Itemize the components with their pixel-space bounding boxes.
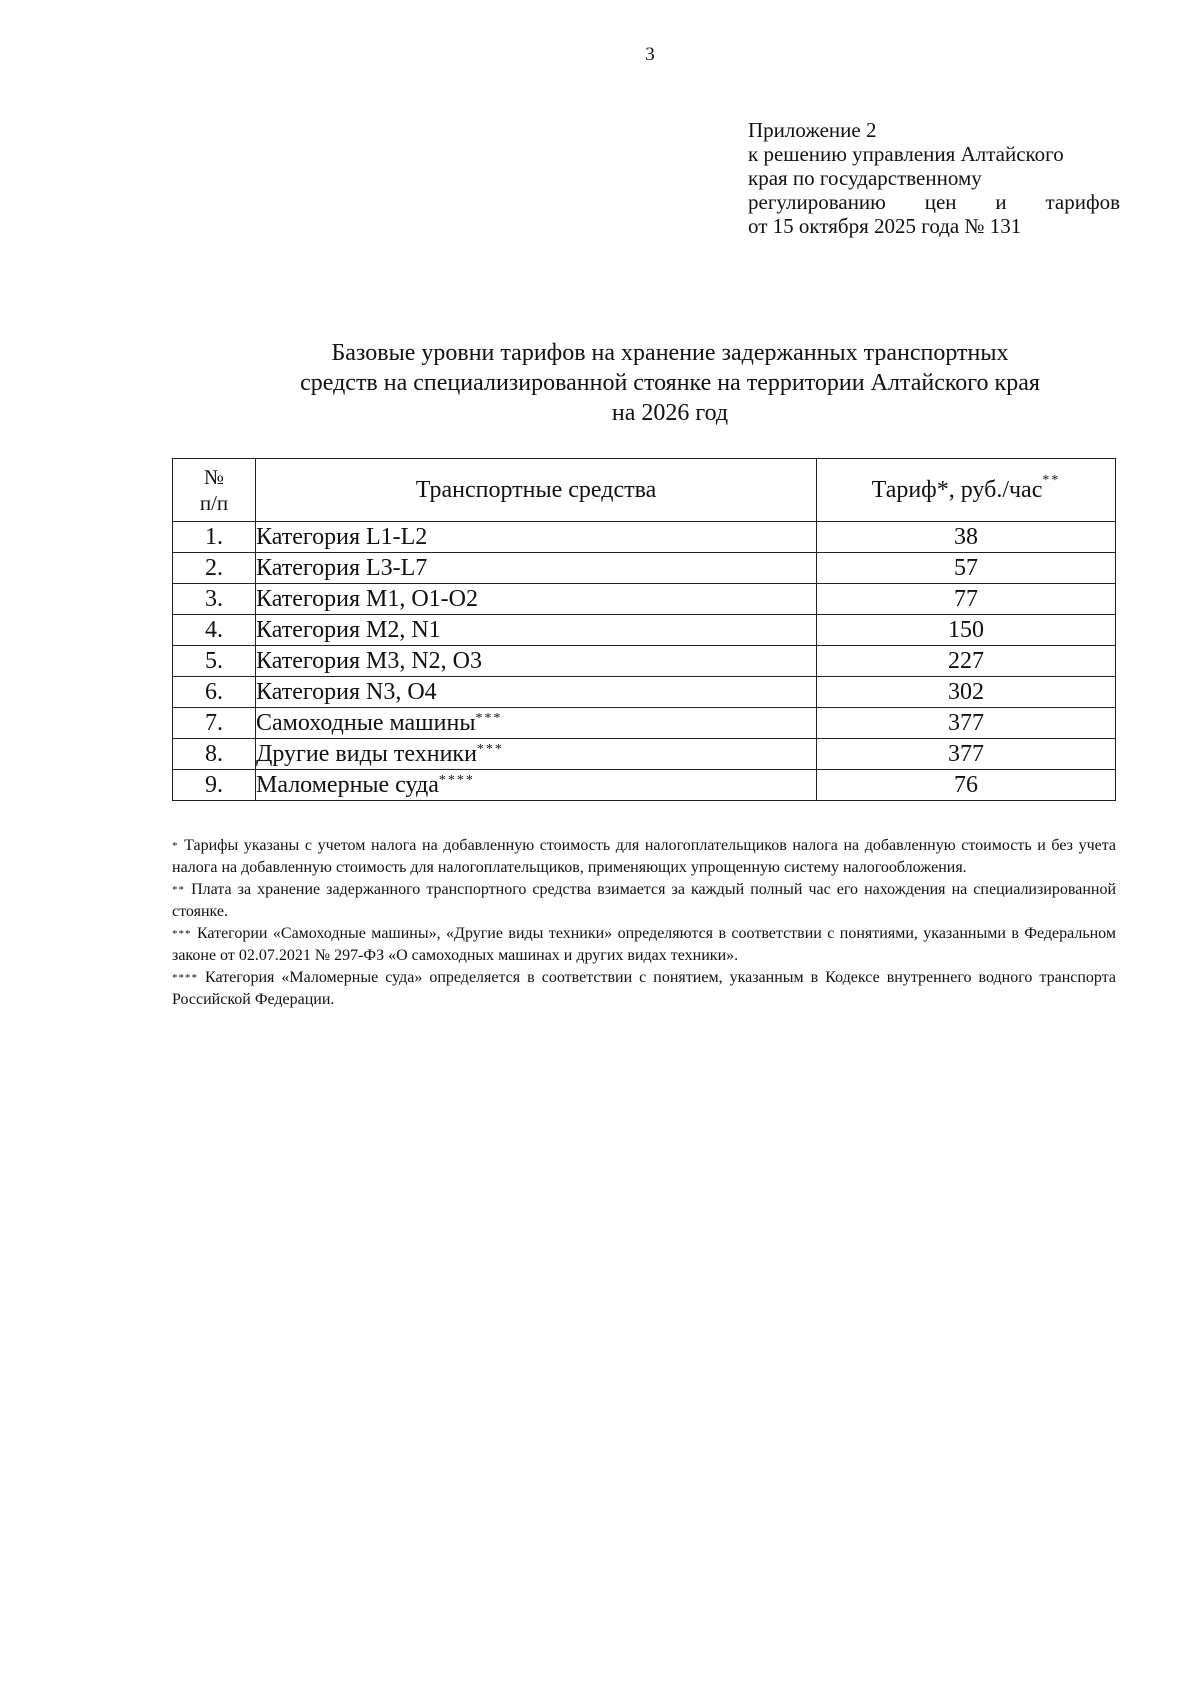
row-footnote-mark: **** — [438, 773, 475, 788]
row-rate: 227 — [817, 646, 1116, 677]
row-vehicle-label: Категория L1-L2 — [256, 524, 428, 550]
document-title — [230, 338, 1110, 428]
row-vehicle — [256, 677, 817, 708]
row-vehicle-label: Самоходные машины — [256, 710, 476, 736]
row-vehicle — [256, 584, 817, 615]
row-footnote-mark: *** — [475, 711, 503, 726]
footnote — [172, 879, 1116, 923]
footnote-mark: ** — [172, 884, 185, 896]
row-number: 2. — [173, 553, 256, 584]
row-rate: 38 — [817, 522, 1116, 553]
row-number: 4. — [173, 615, 256, 646]
row-vehicle — [256, 646, 817, 677]
header-rate-footnote-mark: ** — [1042, 472, 1061, 488]
footnote — [172, 835, 1116, 879]
table-row — [173, 677, 1116, 708]
row-rate: 302 — [817, 677, 1116, 708]
header-number-sign: № — [203, 465, 225, 489]
table-row — [173, 739, 1116, 770]
appendix-regulation-line: регулированию цен и тарифов — [748, 190, 1120, 214]
footnote-text: Тарифы указаны с учетом налога на добавленную стоимость для налогоплательщиков налога на добавленную стоимость и без учета налога на добавленную стоимость для налогоплательщиков, применяющих упрощенную систему налогообложения. — [172, 837, 1117, 876]
header-vehicle: Транспортные средства — [256, 459, 817, 522]
row-vehicle — [256, 553, 817, 584]
table-row — [173, 553, 1116, 584]
footnote — [172, 923, 1116, 967]
appendix-reference — [748, 118, 1120, 238]
tariff-table — [172, 458, 1116, 801]
appendix-decision-line: к решению управления Алтайского — [748, 142, 1064, 166]
row-vehicle — [256, 615, 817, 646]
footnotes — [172, 835, 1116, 1011]
row-rate: 377 — [817, 708, 1116, 739]
row-vehicle-label: Категория L3-L7 — [256, 555, 428, 581]
footnote-text: Категории «Самоходные машины», «Другие виды техники» определяются в соответствии с понятиями, указанными в Федеральном законе от 02.07.2021 № 297-ФЗ «О самоходных машинах и других видах техники». — [172, 925, 1117, 964]
footnote-mark: **** — [172, 972, 198, 984]
row-rate: 57 — [817, 553, 1116, 584]
table-header-row — [173, 459, 1116, 522]
document-title-line-3: на 2026 год — [611, 400, 729, 426]
row-vehicle-label: Категория N3, O4 — [256, 679, 437, 705]
appendix-date-line: от 15 октября 2025 года № 131 — [748, 214, 1022, 238]
table-row — [173, 646, 1116, 677]
document-title-line-1: Базовые уровни тарифов на хранение задержанных транспортных — [331, 340, 1009, 366]
document-title-line-2: средств на специализированной стоянке на территории Алтайского края — [300, 370, 1040, 396]
row-vehicle-label: Категория M3, N2, O3 — [256, 648, 482, 674]
row-number: 3. — [173, 584, 256, 615]
table-row — [173, 770, 1116, 801]
footnote-mark: * — [172, 840, 179, 852]
appendix-label: Приложение 2 — [748, 118, 877, 142]
row-rate: 77 — [817, 584, 1116, 615]
appendix-authority-line: края по государственному — [748, 166, 982, 190]
footnote-mark: *** — [172, 928, 192, 940]
footnote — [172, 967, 1116, 1011]
row-number: 7. — [173, 708, 256, 739]
header-rate-label: Тариф*, руб./час — [871, 476, 1043, 503]
header-rate — [817, 459, 1116, 522]
table-row — [173, 522, 1116, 553]
row-vehicle-label: Другие виды техники — [256, 741, 477, 767]
row-number: 6. — [173, 677, 256, 708]
row-number: 1. — [173, 522, 256, 553]
header-number-abbr: п/п — [199, 491, 229, 515]
row-rate: 377 — [817, 739, 1116, 770]
footnote-text: Плата за хранение задержанного транспортного средства взимается за каждый полный час его нахождения на специализированной стоянке. — [172, 881, 1117, 920]
row-rate: 150 — [817, 615, 1116, 646]
table-row — [173, 615, 1116, 646]
row-footnote-mark: *** — [476, 742, 504, 757]
table-row — [173, 708, 1116, 739]
row-vehicle-label: Категория M1, O1-O2 — [256, 586, 478, 612]
page-number: 3 — [645, 44, 655, 65]
row-vehicle-label: Маломерные суда — [256, 772, 439, 798]
row-vehicle — [256, 708, 817, 739]
row-number: 9. — [173, 770, 256, 801]
row-number: 5. — [173, 646, 256, 677]
row-vehicle — [256, 522, 817, 553]
table-row — [173, 584, 1116, 615]
row-vehicle — [256, 770, 817, 801]
header-number — [173, 459, 256, 522]
row-number: 8. — [173, 739, 256, 770]
row-rate: 76 — [817, 770, 1116, 801]
row-vehicle-label: Категория M2, N1 — [256, 617, 441, 643]
row-vehicle — [256, 739, 817, 770]
footnote-text: Категория «Маломерные суда» определяется в соответствии с понятием, указанным в Кодексе внутреннего водного транспорта Российской Федерации. — [172, 969, 1117, 1008]
